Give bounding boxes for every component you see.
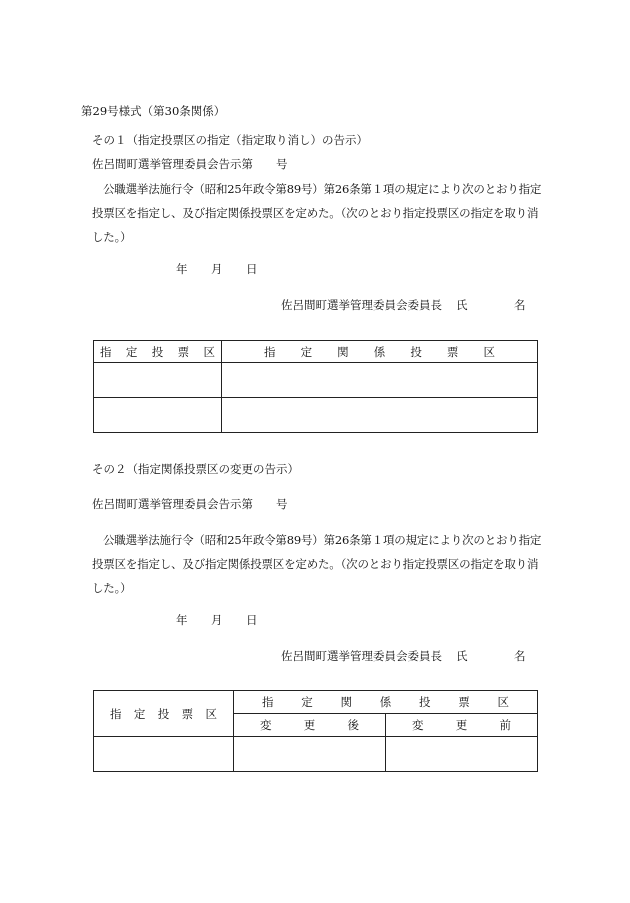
section2-cell-after-1[interactable] [234,737,386,772]
section1-header-designated-district [94,341,222,363]
section2-header-related-district-char: 関 [340,695,352,709]
section1-header-related-district-char: 投 [410,344,422,359]
section2-header-designated-district-char: 指 [110,706,122,721]
section2-signature-org: 佐呂間町選挙管理委員会委員長 [281,649,442,663]
section2-header-related-district-char: 票 [458,695,470,709]
section2-date-year: 年 [176,613,188,627]
section2-header-related-district-char: 定 [301,695,313,709]
section1-header-designated-district-char: 指 [100,344,112,359]
section2-header-designated-district-char: 区 [205,706,217,721]
section2-header-related-district-char: 指 [262,695,274,709]
section1-cell-related-2[interactable] [222,398,538,433]
section2-header-related-district [234,691,538,714]
section1-header-related-district-char: 関 [337,344,349,359]
section2-table [93,690,538,772]
section2-signature-name-1: 氏 [456,649,468,663]
section1-header-related-district-char: 係 [373,344,386,359]
section1-header-related-district-char: 区 [483,344,495,359]
section2-notice-number: 佐呂間町選挙管理委員会告示第 号 [92,497,288,511]
section2-header-before-char: 前 [499,718,511,732]
section1-date-month: 月 [211,262,223,276]
section2-header-related-district-char: 投 [419,695,431,709]
section2-header-before-char: 変 [412,718,424,732]
section2-header-related-district-char: 区 [497,695,509,709]
section1-header-designated-district-char: 投 [151,344,164,359]
section2-header-before [386,714,538,737]
section1-header-designated-district-char: 区 [203,344,215,359]
section2-header-after-char: 変 [260,718,272,732]
section2-body: 公職選挙法施行令（昭和25年政令第89号）第26条第１項の規定により次のとおり指定投票区を指定し、及び指定関係投票区を定めた。（次のとおり指定投票区の指定を取り消した。） [92,533,542,595]
section1-header-designated-district-char: 定 [125,344,138,359]
section1-date-year: 年 [176,262,188,276]
section2-heading: その２（指定関係投票区の変更の告示） [92,462,299,476]
section1-cell-designated-2[interactable] [94,398,222,433]
section1-header-related-district-char: 定 [300,344,313,359]
section2-cell-designated-1[interactable] [94,737,234,772]
section2-header-after [234,714,386,737]
section1-header-related-district-char: 指 [264,344,276,359]
section1-notice-number: 佐呂間町選挙管理委員会告示第 号 [92,157,288,171]
form-title: 第29号様式（第30条関係） [81,104,226,118]
section1-signature-org: 佐呂間町選挙管理委員会委員長 [281,298,442,312]
section2-header-designated-district-char: 票 [181,706,194,721]
section1-date-day: 日 [246,262,258,276]
section2-header-after-char: 後 [347,718,359,732]
section1-signature-name-1: 氏 [456,298,468,312]
section1-table [93,340,538,433]
section1-cell-designated-1[interactable] [94,363,222,398]
section2-cell-before-1[interactable] [386,737,538,772]
section2-header-after-char: 更 [303,718,316,732]
section1-header-related-district-char: 票 [446,344,459,359]
section1-header-designated-district-char: 票 [177,344,190,359]
section2-header-before-char: 更 [455,718,468,732]
section2-signature-name-2: 名 [514,649,526,663]
section1-body: 公職選挙法施行令（昭和25年政令第89号）第26条第１項の規定により次のとおり指定投票区を指定し、及び指定関係投票区を定めた。（次のとおり指定投票区の指定を取り消した。） [92,182,542,244]
section2-header-designated-district-char: 定 [133,706,146,721]
section2-header-designated-district-char: 投 [157,706,170,721]
section1-signature-name-2: 名 [514,298,526,312]
section2-date-day: 日 [246,613,258,627]
section2-header-related-district-char: 係 [379,695,392,709]
section2-header-designated-district [94,691,234,737]
section1-heading: その１（指定投票区の指定（指定取り消し）の告示） [92,133,368,147]
section1-cell-related-1[interactable] [222,363,538,398]
section2-date-month: 月 [211,613,223,627]
section1-header-related-district [222,341,538,363]
